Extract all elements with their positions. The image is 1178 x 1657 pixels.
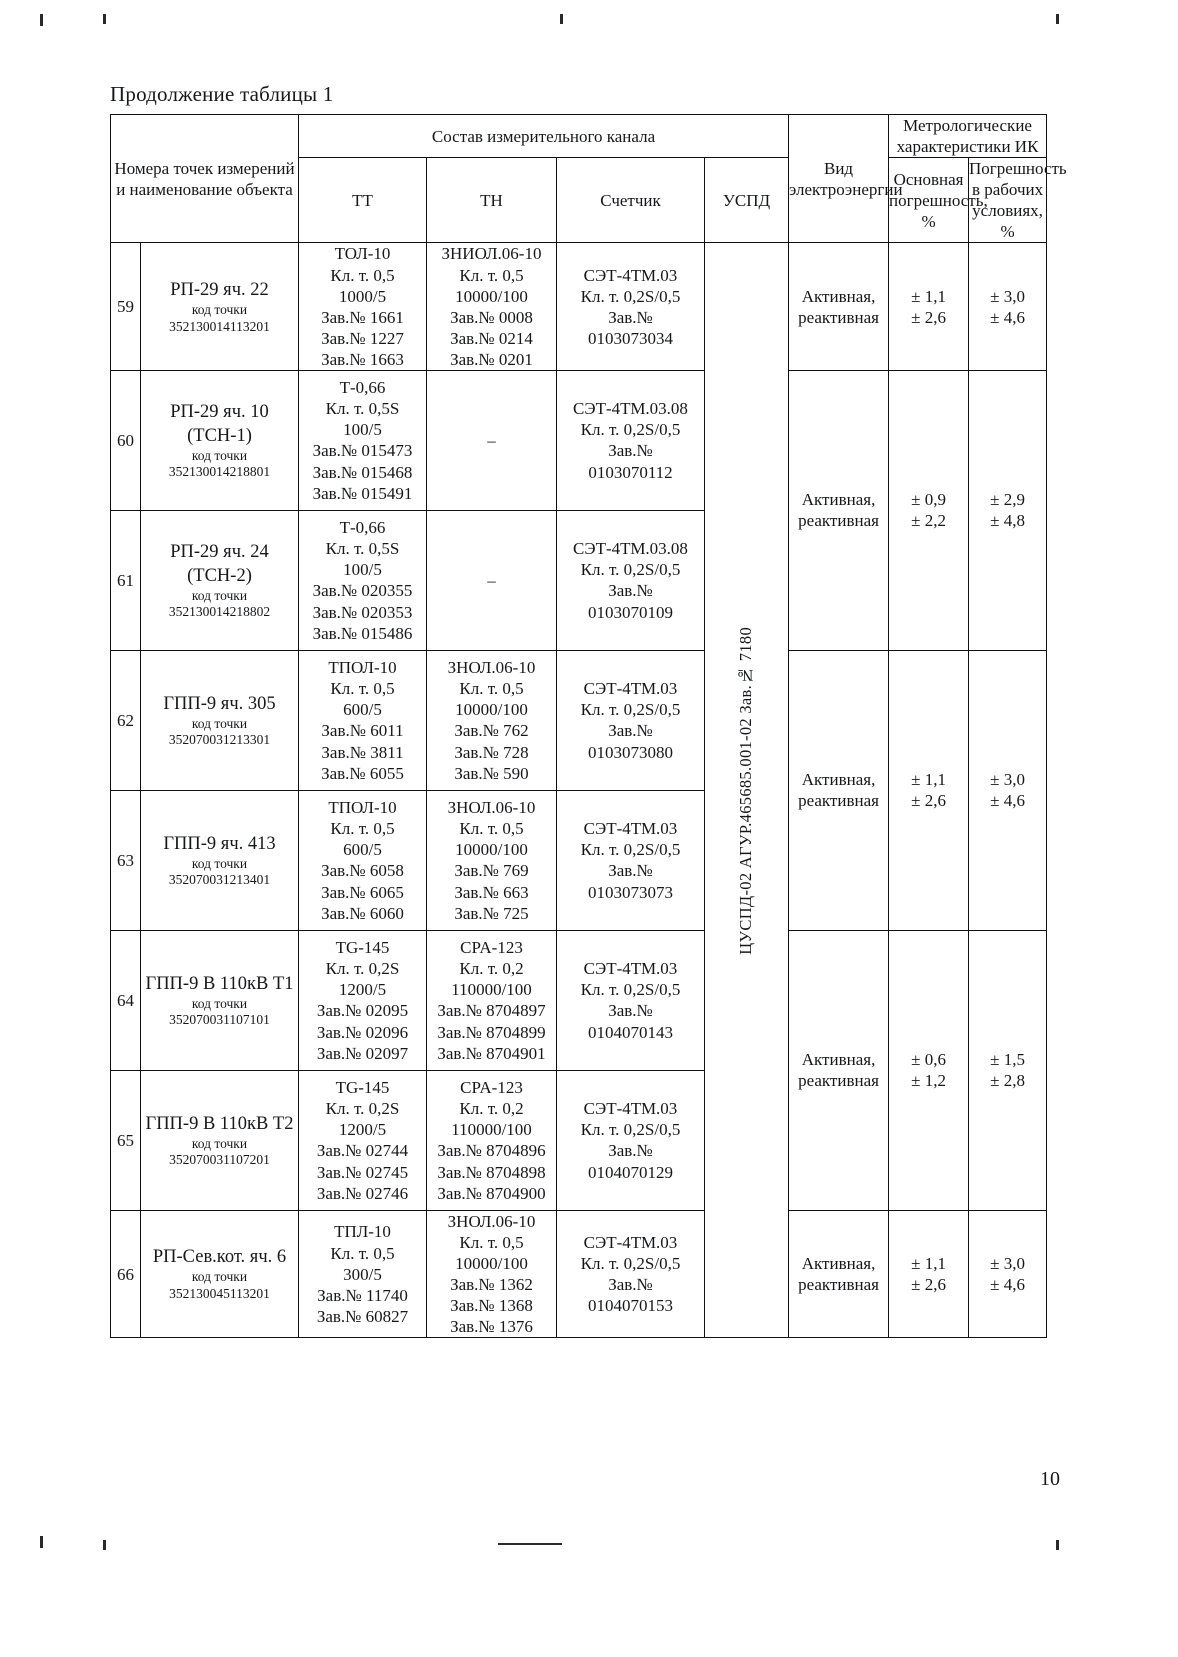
tn-serial-1: Зав.№ 8704896 xyxy=(437,1141,546,1161)
work-error-reactive: ± 4,6 xyxy=(990,1275,1025,1295)
tt-ratio: 100/5 xyxy=(343,560,382,580)
table-row xyxy=(111,1210,1047,1337)
header-energy-type: Вид электроэнергии xyxy=(789,115,889,243)
tt-ratio: 300/5 xyxy=(343,1264,382,1284)
counter-serial: 0103073073 xyxy=(588,882,673,902)
row-number: 61 xyxy=(111,510,141,650)
row-tn: – xyxy=(427,510,557,650)
counter-type: СЭТ-4ТМ.03 xyxy=(583,1099,678,1119)
object-code-label: код точки xyxy=(191,995,248,1011)
tn-serial-3: Зав.№ 0201 xyxy=(450,349,533,369)
row-object xyxy=(141,370,299,510)
tt-type: Т-0,66 xyxy=(339,518,386,538)
row-tn xyxy=(427,790,557,930)
tt-serial-3: Зав.№ 02746 xyxy=(316,1183,409,1203)
object-code: 352070031107101 xyxy=(169,1012,270,1028)
tn-type: ЗНИОЛ.06-10 xyxy=(441,244,542,264)
tt-serial-3: Зав.№ 1663 xyxy=(321,349,404,369)
registration-mark-top-center xyxy=(560,14,563,24)
counter-serial-label: Зав.№ xyxy=(608,307,653,327)
tt-ratio: 600/5 xyxy=(343,840,382,860)
counter-type: СЭТ-4ТМ.03 xyxy=(583,679,678,699)
object-code-label: код точки xyxy=(191,301,248,317)
object-code: 352130045113201 xyxy=(169,1286,270,1302)
row-tt xyxy=(299,930,427,1070)
tt-serial-2: Зав.№ 020353 xyxy=(312,602,413,622)
energy-type-cell xyxy=(789,930,889,1210)
main-error-active: ± 1,1 xyxy=(911,770,946,790)
counter-serial-label: Зав.№ xyxy=(608,441,653,461)
row-number: 66 xyxy=(111,1210,141,1337)
tt-serial-2: Зав.№ 1227 xyxy=(321,328,404,348)
main-error-active: ± 1,1 xyxy=(911,286,946,306)
row-tt xyxy=(299,1070,427,1210)
object-name: ГПП-9 В 110кВ Т2 xyxy=(145,1113,294,1134)
counter-serial: 0103070112 xyxy=(588,462,673,482)
counter-type: СЭТ-4ТМ.03 xyxy=(583,819,678,839)
tn-serial-1: Зав.№ 769 xyxy=(454,861,529,881)
tt-serial-2: Зав.№ 015468 xyxy=(312,462,413,482)
counter-type: СЭТ-4ТМ.03.08 xyxy=(573,399,688,419)
tn-serial-3: Зав.№ 8704901 xyxy=(437,1043,546,1063)
tn-serial-2: Зав.№ 8704898 xyxy=(437,1162,546,1182)
tn-ratio: 10000/100 xyxy=(455,286,528,306)
registration-mark-bottom-line xyxy=(103,1540,106,1550)
work-error-reactive: ± 2,8 xyxy=(990,1071,1025,1091)
tt-type: TG-145 xyxy=(335,1078,390,1098)
counter-type: СЭТ-4ТМ.03 xyxy=(583,1233,678,1253)
counter-class: Кл. т. 0,2S/0,5 xyxy=(580,840,681,860)
main-error-reactive: ± 1,2 xyxy=(911,1071,946,1091)
tn-class: Кл. т. 0,5 xyxy=(459,1233,524,1253)
counter-serial-label: Зав.№ xyxy=(608,1001,653,1021)
work-error-reactive: ± 4,6 xyxy=(990,307,1025,327)
object-code: 352070031213301 xyxy=(168,732,271,748)
counter-type: СЭТ-4ТМ.03 xyxy=(583,959,678,979)
row-number: 63 xyxy=(111,790,141,930)
tt-class: Кл. т. 0,5 xyxy=(330,819,395,839)
registration-mark-bottom-left xyxy=(40,1536,43,1548)
object-code-label: код точки xyxy=(191,587,248,603)
tt-class: Кл. т. 0,2S xyxy=(325,959,400,979)
row-object xyxy=(141,930,299,1070)
tt-serial-3: Зав.№ 015486 xyxy=(312,623,413,643)
work-error-reactive: ± 4,8 xyxy=(990,511,1025,531)
tt-serial-1: Зав.№ 02744 xyxy=(316,1141,409,1161)
object-name: РП-29 яч. 24 (ТСН-2) xyxy=(170,541,269,586)
row-counter xyxy=(557,790,705,930)
object-name: РП-29 яч. 22 xyxy=(170,279,269,300)
tn-serial-1: Зав.№ 0008 xyxy=(450,307,533,327)
tn-type: ЗНОЛ.06-10 xyxy=(447,658,536,678)
tt-class: Кл. т. 0,5S xyxy=(325,399,400,419)
row-tn xyxy=(427,930,557,1070)
header-tt: ТТ xyxy=(299,158,427,243)
work-error-reactive: ± 4,6 xyxy=(990,791,1025,811)
energy-active: Активная, xyxy=(801,1050,876,1070)
tn-serial-2: Зав.№ 0214 xyxy=(450,328,533,348)
row-uspd xyxy=(705,243,789,1338)
row-number: 59 xyxy=(111,243,141,370)
energy-reactive: реактивная xyxy=(798,511,879,531)
header-tn: ТН xyxy=(427,158,557,243)
counter-type: СЭТ-4ТМ.03 xyxy=(583,265,678,285)
counter-serial: 0103073080 xyxy=(588,742,673,762)
counter-serial-label: Зав.№ xyxy=(608,581,653,601)
header-metrology: Метрологические характеристики ИК xyxy=(889,115,1047,158)
tt-class: Кл. т. 0,2S xyxy=(325,1099,400,1119)
work-error-cell xyxy=(969,243,1047,370)
tt-serial-3: Зав.№ 015491 xyxy=(312,483,413,503)
tn-type: CPA-123 xyxy=(460,938,523,958)
work-error-cell xyxy=(969,1210,1047,1337)
tt-type: Т-0,66 xyxy=(339,378,386,398)
object-code-label: код точки xyxy=(191,447,248,463)
row-tt xyxy=(299,510,427,650)
tt-serial-2: Зав.№ 6065 xyxy=(321,882,404,902)
row-counter xyxy=(557,650,705,790)
row-number: 65 xyxy=(111,1070,141,1210)
work-error-active: ± 3,0 xyxy=(990,1254,1025,1274)
work-error-active: ± 1,5 xyxy=(990,1050,1025,1070)
object-code-label: код точки xyxy=(191,715,248,731)
uspd-vertical-wrap xyxy=(705,470,788,1110)
tn-ratio: 10000/100 xyxy=(455,700,528,720)
header-counter: Счетчик xyxy=(557,158,705,243)
row-tn xyxy=(427,1210,557,1337)
energy-reactive: реактивная xyxy=(798,1275,879,1295)
row-tt xyxy=(299,650,427,790)
header-channel-composition: Состав измерительного канала xyxy=(299,115,789,158)
uspd-value: ЦУСПД-02 АГУР.465685.001-02 Зав.№ 7180 xyxy=(736,626,756,955)
tn-class: Кл. т. 0,5 xyxy=(459,819,524,839)
row-tt xyxy=(299,1210,427,1337)
tn-serial-1: Зав.№ 1362 xyxy=(450,1275,533,1295)
object-name: ГПП-9 яч. 413 xyxy=(163,833,276,854)
energy-active: Активная, xyxy=(801,286,876,306)
energy-reactive: реактивная xyxy=(798,791,879,811)
row-tn xyxy=(427,1070,557,1210)
main-error-reactive: ± 2,6 xyxy=(911,791,946,811)
row-counter xyxy=(557,1070,705,1210)
energy-reactive: реактивная xyxy=(798,1071,879,1091)
energy-type-cell xyxy=(789,243,889,370)
energy-reactive: реактивная xyxy=(798,307,879,327)
tt-ratio: 1000/5 xyxy=(338,286,387,306)
energy-active: Активная, xyxy=(801,1254,876,1274)
main-error-reactive: ± 2,6 xyxy=(911,307,946,327)
tn-class: Кл. т. 0,2 xyxy=(459,959,524,979)
row-object xyxy=(141,1210,299,1337)
main-error-active: ± 1,1 xyxy=(911,1254,946,1274)
header-points: Номера точек измерений и наименование объекта xyxy=(111,115,299,243)
registration-mark-bottom-right xyxy=(1056,1540,1059,1550)
work-error-cell xyxy=(969,650,1047,930)
work-error-cell xyxy=(969,930,1047,1210)
row-number: 62 xyxy=(111,650,141,790)
counter-type: СЭТ-4ТМ.03.08 xyxy=(573,539,688,559)
object-name: ГПП-9 В 110кВ Т1 xyxy=(145,973,294,994)
energy-type-cell xyxy=(789,650,889,930)
tt-serial-3: Зав.№ 02097 xyxy=(316,1043,409,1063)
tt-serial-2: Зав.№ 60827 xyxy=(316,1306,409,1326)
table-row xyxy=(111,650,1047,790)
tn-serial-3: Зав.№ 590 xyxy=(454,763,529,783)
energy-active: Активная, xyxy=(801,770,876,790)
row-tn xyxy=(427,243,557,370)
tn-serial-3: Зав.№ 8704900 xyxy=(437,1183,546,1203)
table-header-row-1 xyxy=(111,115,1047,158)
header-uspd: УСПД xyxy=(705,158,789,243)
tt-serial-1: Зав.№ 015473 xyxy=(312,441,413,461)
tn-ratio: 10000/100 xyxy=(455,840,528,860)
tt-class: Кл. т. 0,5 xyxy=(330,679,395,699)
energy-active: Активная, xyxy=(801,490,876,510)
work-error-cell xyxy=(969,370,1047,650)
counter-serial: 0104070143 xyxy=(588,1022,673,1042)
main-error-reactive: ± 2,6 xyxy=(911,1275,946,1295)
tt-serial-1: Зав.№ 6011 xyxy=(321,721,404,741)
tt-type: ТОЛ-10 xyxy=(334,244,391,264)
main-error-cell xyxy=(889,930,969,1210)
counter-serial-label: Зав.№ xyxy=(608,861,653,881)
tn-serial-2: Зав.№ 663 xyxy=(454,882,529,902)
page-title: Продолжение таблицы 1 xyxy=(110,82,334,106)
tt-class: Кл. т. 0,5 xyxy=(330,265,395,285)
row-counter xyxy=(557,510,705,650)
registration-mark-bottom-center xyxy=(498,1543,562,1545)
tt-class: Кл. т. 0,5 xyxy=(330,1243,395,1263)
counter-serial: 0103073034 xyxy=(588,328,673,348)
object-code: 352130014218801 xyxy=(168,464,271,480)
tt-serial-1: Зав.№ 020355 xyxy=(312,581,413,601)
tn-serial-3: Зав.№ 725 xyxy=(454,903,529,923)
counter-class: Кл. т. 0,2S/0,5 xyxy=(580,1120,681,1140)
object-name: ГПП-9 яч. 305 xyxy=(163,693,276,714)
tn-type: ЗНОЛ.06-10 xyxy=(447,798,536,818)
counter-serial: 0104070129 xyxy=(588,1162,673,1182)
row-tt xyxy=(299,243,427,370)
header-work-error: Погрешность в рабочих условиях, % xyxy=(969,159,1067,242)
row-counter xyxy=(557,243,705,370)
tt-type: TG-145 xyxy=(335,938,390,958)
tt-class: Кл. т. 0,5S xyxy=(325,539,400,559)
header-main-error: Основная погрешность, % xyxy=(889,158,969,243)
registration-mark-top-right xyxy=(1056,14,1059,24)
energy-type-cell xyxy=(789,1210,889,1337)
table-row xyxy=(111,370,1047,510)
counter-serial-label: Зав.№ xyxy=(608,721,653,741)
object-code: 352070031213401 xyxy=(168,872,271,888)
row-counter xyxy=(557,930,705,1070)
counter-class: Кл. т. 0,2S/0,5 xyxy=(580,980,681,1000)
row-object xyxy=(141,243,299,370)
counter-class: Кл. т. 0,2S/0,5 xyxy=(580,420,681,440)
tt-serial-3: Зав.№ 6060 xyxy=(321,903,404,923)
counter-class: Кл. т. 0,2S/0,5 xyxy=(580,700,681,720)
tt-serial-1: Зав.№ 1661 xyxy=(321,307,404,327)
measurement-channels-table xyxy=(110,114,1067,1338)
row-tt xyxy=(299,370,427,510)
row-number: 64 xyxy=(111,930,141,1070)
object-code-label: код точки xyxy=(191,855,248,871)
row-number: 60 xyxy=(111,370,141,510)
table-row xyxy=(111,930,1047,1070)
row-tn xyxy=(427,650,557,790)
main-error-active: ± 0,9 xyxy=(911,490,946,510)
row-object xyxy=(141,790,299,930)
main-error-cell xyxy=(889,1210,969,1337)
object-code: 352070031107201 xyxy=(169,1152,270,1168)
object-code: 352130014113201 xyxy=(169,318,270,334)
tn-class: Кл. т. 0,2 xyxy=(459,1099,524,1119)
page-number: 10 xyxy=(1040,1468,1060,1490)
counter-class: Кл. т. 0,2S/0,5 xyxy=(580,1254,681,1274)
tn-serial-2: Зав.№ 1368 xyxy=(450,1296,533,1316)
tn-ratio: 110000/100 xyxy=(451,980,532,1000)
tn-serial-2: Зав.№ 8704899 xyxy=(437,1022,546,1042)
row-object xyxy=(141,1070,299,1210)
tt-serial-1: Зав.№ 11740 xyxy=(317,1285,408,1305)
main-error-cell xyxy=(889,650,969,930)
tt-serial-2: Зав.№ 3811 xyxy=(321,742,404,762)
row-counter xyxy=(557,1210,705,1337)
tn-type: CPA-123 xyxy=(460,1078,523,1098)
object-code: 352130014218802 xyxy=(168,604,271,620)
main-error-cell xyxy=(889,243,969,370)
row-object xyxy=(141,510,299,650)
counter-serial: 0104070153 xyxy=(588,1296,673,1316)
row-tt xyxy=(299,790,427,930)
tn-serial-1: Зав.№ 8704897 xyxy=(437,1001,546,1021)
tt-serial-2: Зав.№ 02096 xyxy=(316,1022,409,1042)
main-error-reactive: ± 2,2 xyxy=(911,511,946,531)
tt-serial-3: Зав.№ 6055 xyxy=(321,763,404,783)
object-name: РП-Сев.кот. яч. 6 xyxy=(152,1247,287,1268)
tn-ratio: 110000/100 xyxy=(451,1120,532,1140)
counter-serial: 0103070109 xyxy=(588,602,673,622)
row-object xyxy=(141,650,299,790)
work-error-active: ± 3,0 xyxy=(990,286,1025,306)
table-row xyxy=(111,243,1047,370)
tt-ratio: 1200/5 xyxy=(338,1120,387,1140)
work-error-active: ± 2,9 xyxy=(990,490,1025,510)
energy-type-cell xyxy=(789,370,889,650)
tt-type: ТПОЛ-10 xyxy=(328,658,397,678)
tn-ratio: 10000/100 xyxy=(455,1254,528,1274)
tt-serial-1: Зав.№ 02095 xyxy=(316,1001,409,1021)
counter-serial-label: Зав.№ xyxy=(608,1141,653,1161)
row-tn: – xyxy=(427,370,557,510)
main-error-cell xyxy=(889,370,969,650)
tt-ratio: 600/5 xyxy=(343,700,382,720)
tt-serial-2: Зав.№ 02745 xyxy=(316,1162,409,1182)
tt-ratio: 100/5 xyxy=(343,420,382,440)
counter-class: Кл. т. 0,2S/0,5 xyxy=(580,560,681,580)
object-name: РП-29 яч. 10 (ТСН-1) xyxy=(170,401,269,446)
registration-mark-top-mid-left xyxy=(103,14,106,24)
tt-ratio: 1200/5 xyxy=(338,980,387,1000)
object-code-label: код точки xyxy=(191,1269,248,1285)
work-error-active: ± 3,0 xyxy=(990,770,1025,790)
tn-class: Кл. т. 0,5 xyxy=(459,265,524,285)
tn-type: ЗНОЛ.06-10 xyxy=(447,1211,536,1231)
tn-serial-2: Зав.№ 728 xyxy=(454,742,529,762)
tt-type: ТПОЛ-10 xyxy=(328,798,397,818)
registration-mark-top-left xyxy=(40,14,43,26)
object-code-label: код точки xyxy=(191,1135,248,1151)
counter-serial-label: Зав.№ xyxy=(608,1275,653,1295)
tt-type: ТПЛ-10 xyxy=(334,1222,391,1242)
tn-serial-1: Зав.№ 762 xyxy=(454,721,529,741)
row-counter xyxy=(557,370,705,510)
tt-serial-1: Зав.№ 6058 xyxy=(321,861,404,881)
counter-class: Кл. т. 0,2S/0,5 xyxy=(580,286,681,306)
tn-class: Кл. т. 0,5 xyxy=(459,679,524,699)
tn-serial-3: Зав.№ 1376 xyxy=(450,1317,533,1337)
main-error-active: ± 0,6 xyxy=(911,1050,946,1070)
